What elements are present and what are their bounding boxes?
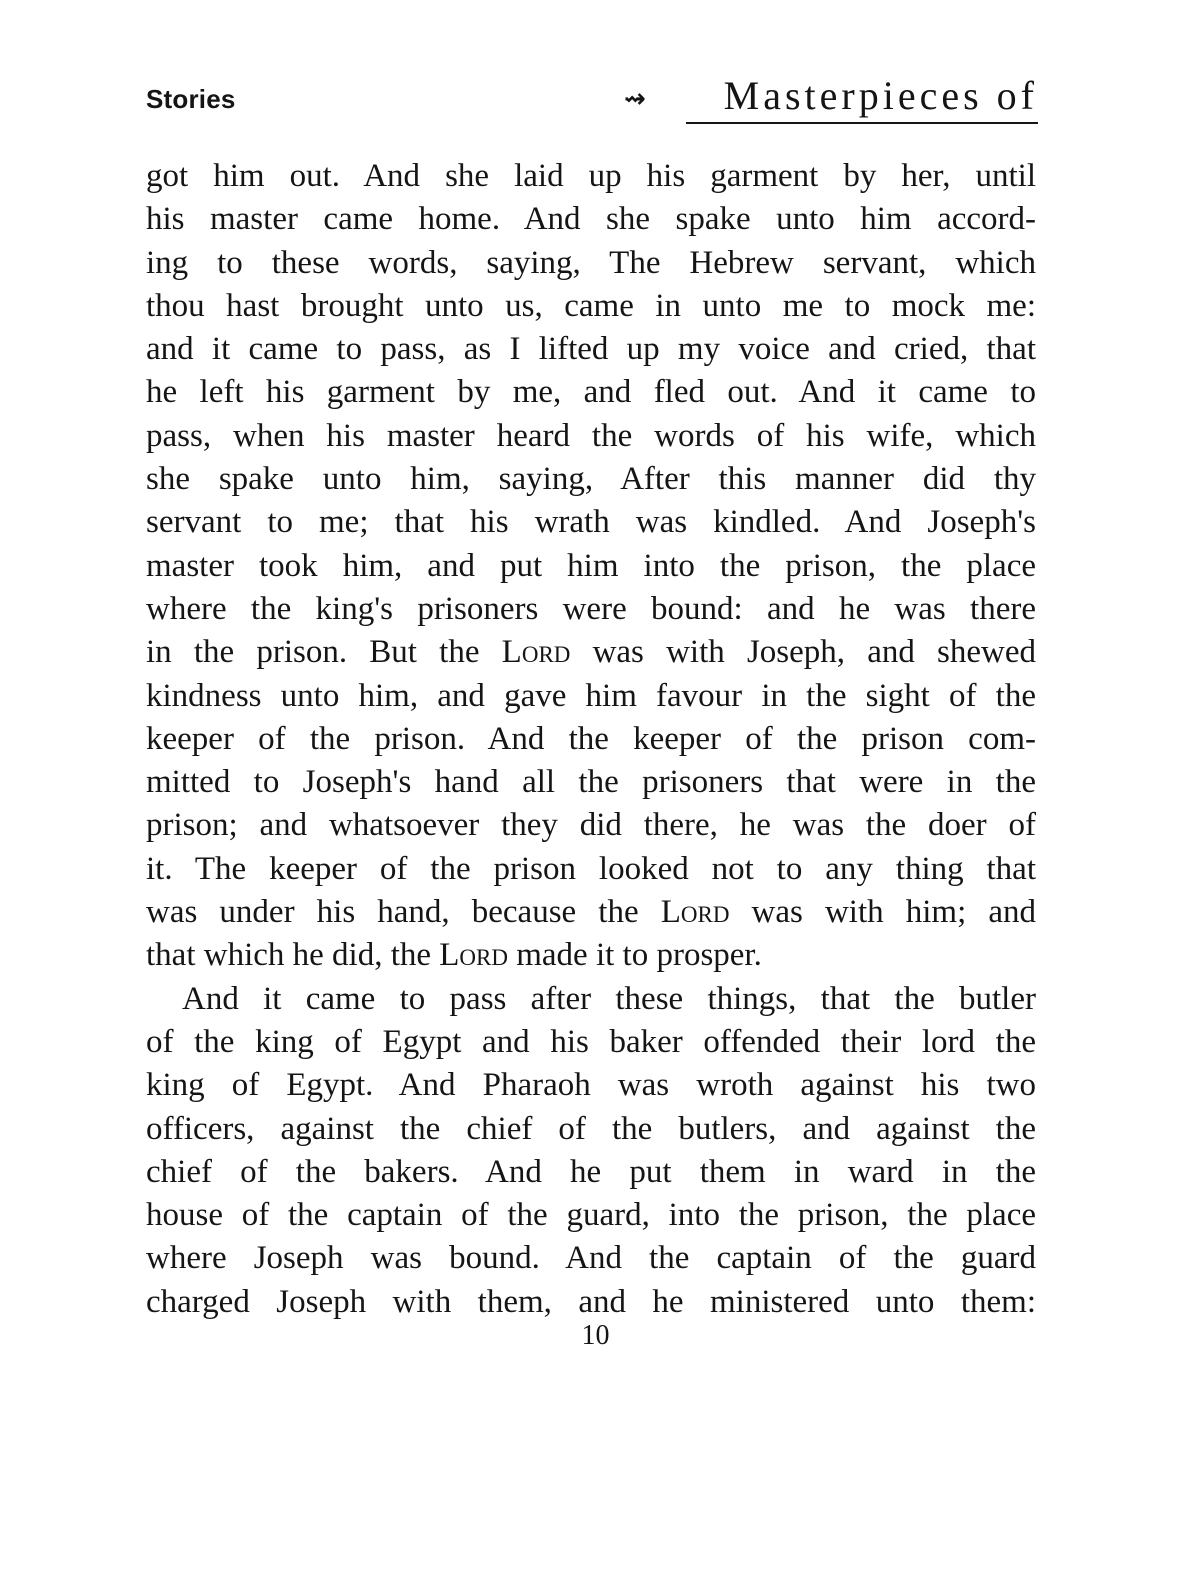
text-line: he left his garment by me, and fled out. And it came to <box>146 374 1036 411</box>
paragraph-1 <box>146 155 1036 978</box>
paragraph-2 <box>146 978 1036 1324</box>
body-text <box>146 155 1036 1324</box>
text-line: pass, when his master heard the words of his wife, which <box>146 417 1036 454</box>
text-line: house of the captain of the guard, into the prison, the place <box>146 1197 1036 1234</box>
text-line: servant to me; that his wrath was kindled. And Joseph's <box>146 504 1036 541</box>
page-number: 10 <box>581 1320 610 1351</box>
text-line: charged Joseph with them, and he ministered unto them: <box>146 1283 1036 1320</box>
text-line: of the king of Egypt and his baker offended their lord the <box>146 1023 1036 1060</box>
text-line: where Joseph was bound. And the captain of the guard <box>146 1240 1036 1277</box>
text-line: kindness unto him, and gave him favour in the sight of the <box>146 677 1036 714</box>
text-line: she spake unto him, saying, After this manner did thy <box>146 461 1036 498</box>
text-line: in the prison. But the Lord was with Joseph, and shewed <box>146 634 1037 671</box>
text-line: that which he did, the Lord made it to prosper. <box>146 937 762 974</box>
running-head-right <box>624 72 1038 128</box>
text-line: it. The keeper of the prison looked not to any thing that <box>146 850 1036 887</box>
text-line: and it came to pass, as I lifted up my voice and cried, that <box>146 331 1036 368</box>
text-line: king of Egypt. And Pharaoh was wroth against his two <box>146 1067 1036 1104</box>
text-line: was under his hand, because the Lord was with him; and <box>146 894 1036 931</box>
text-line: where the king's prisoners were bound: and he was there <box>146 590 1036 627</box>
text-line: keeper of the prison. And the keeper of the prison com- <box>146 720 1036 757</box>
running-head-left: Stories <box>146 84 236 114</box>
text-line: mitted to Joseph's hand all the prisoners that were in the <box>146 764 1036 801</box>
text-line: officers, against the chief of the butlers, and against the <box>146 1110 1036 1147</box>
fleuron-ornament-icon: ⇝ <box>624 84 646 114</box>
header-rule <box>686 122 1038 124</box>
text-line: master took him, and put him into the prison, the place <box>146 547 1036 584</box>
text-line: his master came home. And she spake unto him accord- <box>146 201 1036 238</box>
text-line: chief of the bakers. And he put them in ward in the <box>146 1153 1036 1190</box>
running-head-title: Masterpieces of <box>723 73 1038 118</box>
text-line: ing to these words, saying, The Hebrew servant, which <box>146 244 1036 281</box>
text-line: And it came to pass after these things, that the butler <box>182 980 1036 1017</box>
text-line: got him out. And she laid up his garment by her, until <box>146 158 1036 194</box>
text-line: prison; and whatsoever they did there, he was the doer of <box>146 807 1036 844</box>
text-line: thou hast brought unto us, came in unto me to mock me: <box>146 287 1036 324</box>
